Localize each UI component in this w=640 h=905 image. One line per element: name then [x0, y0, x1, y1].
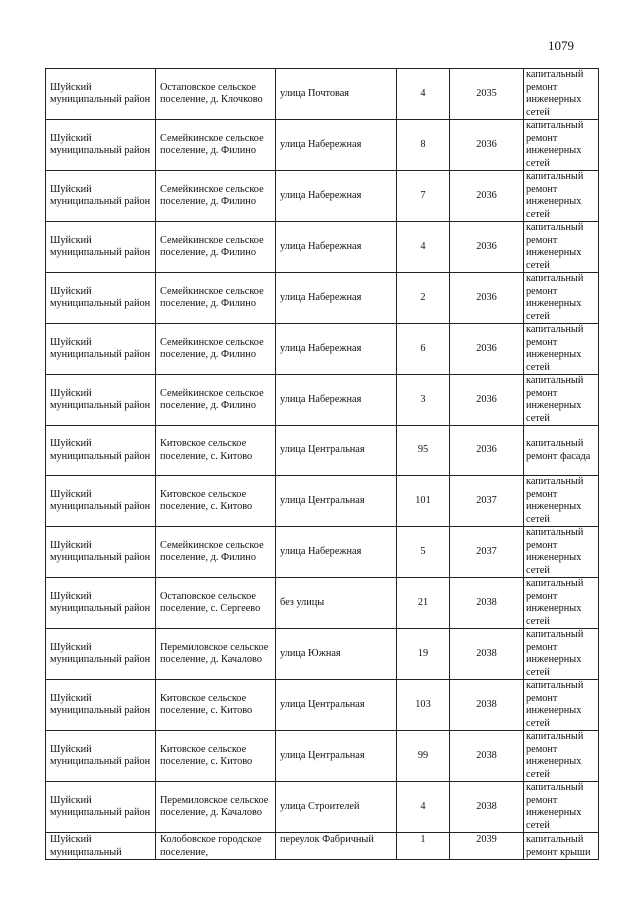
street-cell: улица Почтовая [276, 69, 397, 120]
district-cell: Шуйский муниципальный район [46, 375, 156, 426]
district-cell: Шуйский муниципальный район [46, 171, 156, 222]
street-cell: без улицы [276, 578, 397, 629]
settlement-cell: Семейкинское сельское поселение, д. Филино [156, 324, 276, 375]
table-row [46, 120, 599, 171]
settlement-cell: Перемиловское сельское поселение, д. Качалово [156, 629, 276, 680]
district-cell: Шуйский муниципальный район [46, 222, 156, 273]
house-number-cell: 99 [397, 731, 450, 782]
work-type-cell: капитальный ремонт инженерных сетей [524, 375, 599, 426]
table-body [46, 69, 599, 860]
house-number-cell: 6 [397, 324, 450, 375]
work-type-cell: капитальный ремонт инженерных сетей [524, 69, 599, 120]
work-type-cell: капитальный ремонт инженерных сетей [524, 629, 599, 680]
work-type-cell: капитальный ремонт инженерных сетей [524, 782, 599, 833]
house-number-cell: 3 [397, 375, 450, 426]
house-number-cell: 5 [397, 527, 450, 578]
settlement-cell: Китовское сельское поселение, с. Китово [156, 680, 276, 731]
year-cell: 2036 [450, 171, 524, 222]
year-cell: 2039 [450, 833, 524, 860]
street-cell: улица Центральная [276, 426, 397, 476]
settlement-cell: Остаповское сельское поселение, д. Клочково [156, 69, 276, 120]
street-cell: улица Набережная [276, 324, 397, 375]
table-row [46, 69, 599, 120]
work-type-cell: капитальный ремонт инженерных сетей [524, 120, 599, 171]
settlement-cell: Семейкинское сельское поселение, д. Филино [156, 222, 276, 273]
district-cell: Шуйский муниципальный район [46, 476, 156, 527]
street-cell: улица Набережная [276, 527, 397, 578]
work-type-cell: капитальный ремонт инженерных сетей [524, 273, 599, 324]
year-cell: 2038 [450, 629, 524, 680]
work-type-cell: капитальный ремонт инженерных сетей [524, 476, 599, 527]
year-cell: 2035 [450, 69, 524, 120]
table-row [46, 833, 599, 860]
table-row [46, 375, 599, 426]
street-cell: улица Южная [276, 629, 397, 680]
table-row [46, 731, 599, 782]
settlement-cell: Перемиловское сельское поселение, д. Качалово [156, 782, 276, 833]
district-cell: Шуйский муниципальный район [46, 680, 156, 731]
year-cell: 2036 [450, 222, 524, 273]
page-number: 1079 [548, 38, 574, 53]
work-type-cell: капитальный ремонт инженерных сетей [524, 680, 599, 731]
district-cell: Шуйский муниципальный [46, 833, 156, 860]
work-type-cell: капитальный ремонт инженерных сетей [524, 324, 599, 375]
street-cell: улица Центральная [276, 680, 397, 731]
district-cell: Шуйский муниципальный район [46, 578, 156, 629]
work-type-cell: капитальный ремонт инженерных сетей [524, 171, 599, 222]
table-row [46, 171, 599, 222]
district-cell: Шуйский муниципальный район [46, 782, 156, 833]
settlement-cell: Китовское сельское поселение, с. Китово [156, 731, 276, 782]
settlement-cell: Семейкинское сельское поселение, д. Филино [156, 171, 276, 222]
settlement-cell: Семейкинское сельское поселение, д. Филино [156, 527, 276, 578]
year-cell: 2036 [450, 273, 524, 324]
house-number-cell: 101 [397, 476, 450, 527]
table-row [46, 629, 599, 680]
year-cell: 2036 [450, 375, 524, 426]
year-cell: 2037 [450, 527, 524, 578]
work-type-cell: капитальный ремонт фасада [524, 426, 599, 476]
year-cell: 2037 [450, 476, 524, 527]
settlement-cell: Китовское сельское поселение, с. Китово [156, 426, 276, 476]
house-number-cell: 4 [397, 222, 450, 273]
year-cell: 2036 [450, 324, 524, 375]
housing-repair-table [45, 68, 599, 860]
settlement-cell: Семейкинское сельское поселение, д. Филино [156, 120, 276, 171]
table-row [46, 782, 599, 833]
settlement-cell: Семейкинское сельское поселение, д. Филино [156, 375, 276, 426]
year-cell: 2036 [450, 120, 524, 171]
table-row [46, 273, 599, 324]
table-row [46, 578, 599, 629]
house-number-cell: 103 [397, 680, 450, 731]
district-cell: Шуйский муниципальный район [46, 731, 156, 782]
table-row [46, 527, 599, 578]
work-type-cell: капитальный ремонт крыши [524, 833, 599, 860]
house-number-cell: 21 [397, 578, 450, 629]
street-cell: переулок Фабричный [276, 833, 397, 860]
street-cell: улица Набережная [276, 273, 397, 324]
house-number-cell: 7 [397, 171, 450, 222]
year-cell: 2038 [450, 782, 524, 833]
district-cell: Шуйский муниципальный район [46, 527, 156, 578]
year-cell: 2038 [450, 680, 524, 731]
table-row [46, 222, 599, 273]
house-number-cell: 4 [397, 69, 450, 120]
work-type-cell: капитальный ремонт инженерных сетей [524, 527, 599, 578]
district-cell: Шуйский муниципальный район [46, 273, 156, 324]
work-type-cell: капитальный ремонт инженерных сетей [524, 731, 599, 782]
table-row [46, 426, 599, 476]
district-cell: Шуйский муниципальный район [46, 69, 156, 120]
house-number-cell: 2 [397, 273, 450, 324]
year-cell: 2038 [450, 731, 524, 782]
house-number-cell: 1 [397, 833, 450, 860]
district-cell: Шуйский муниципальный район [46, 426, 156, 476]
street-cell: улица Набережная [276, 171, 397, 222]
house-number-cell: 19 [397, 629, 450, 680]
work-type-cell: капитальный ремонт инженерных сетей [524, 578, 599, 629]
house-number-cell: 8 [397, 120, 450, 171]
settlement-cell: Остаповское сельское поселение, с. Сергеево [156, 578, 276, 629]
table-row [46, 476, 599, 527]
work-type-cell: капитальный ремонт инженерных сетей [524, 222, 599, 273]
settlement-cell: Колобовское городское поселение, [156, 833, 276, 860]
street-cell: улица Строителей [276, 782, 397, 833]
settlement-cell: Китовское сельское поселение, с. Китово [156, 476, 276, 527]
district-cell: Шуйский муниципальный район [46, 324, 156, 375]
year-cell: 2038 [450, 578, 524, 629]
street-cell: улица Центральная [276, 731, 397, 782]
district-cell: Шуйский муниципальный район [46, 629, 156, 680]
house-number-cell: 4 [397, 782, 450, 833]
year-cell: 2036 [450, 426, 524, 476]
street-cell: улица Набережная [276, 120, 397, 171]
table-row [46, 680, 599, 731]
street-cell: улица Центральная [276, 476, 397, 527]
house-number-cell: 95 [397, 426, 450, 476]
settlement-cell: Семейкинское сельское поселение, д. Филино [156, 273, 276, 324]
street-cell: улица Набережная [276, 222, 397, 273]
district-cell: Шуйский муниципальный район [46, 120, 156, 171]
street-cell: улица Набережная [276, 375, 397, 426]
table-row [46, 324, 599, 375]
